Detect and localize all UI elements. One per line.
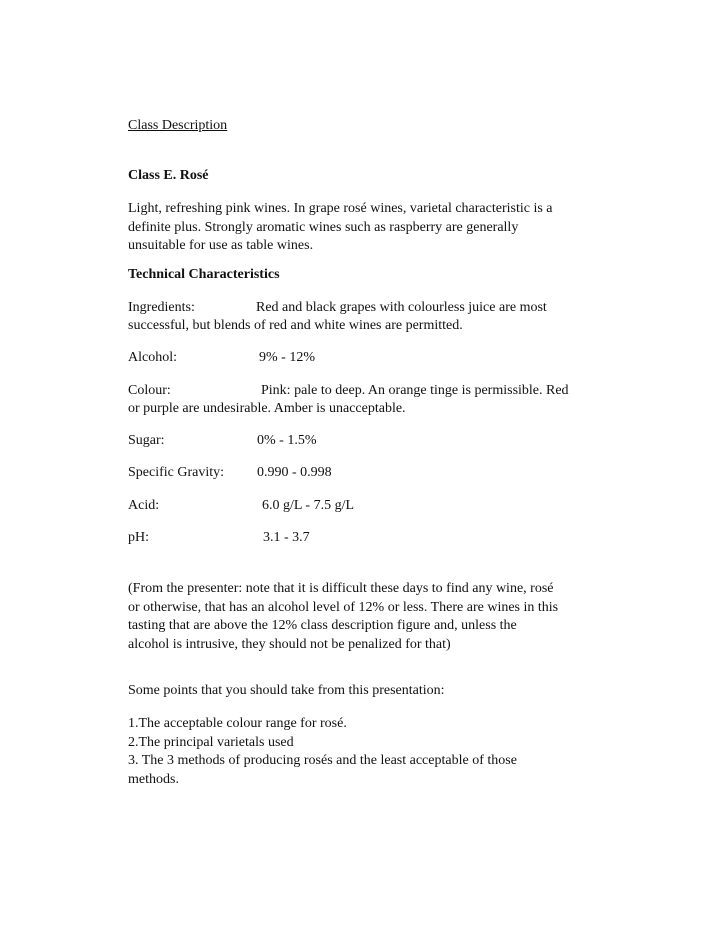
presenter-note (128, 580, 598, 654)
class-title: Class E. Rosé (128, 168, 209, 183)
alcohol-label: Alcohol: (128, 350, 177, 365)
list-item: 2.The principal varietals used (128, 734, 294, 750)
ingredients-value-line2: successful, but blends of red and white wines are permitted. (128, 318, 463, 333)
specific-gravity-label: Specific Gravity: (128, 465, 225, 480)
presenter-note-line: alcohol is intrusive, they should not be penalized for that) (128, 636, 451, 652)
list-item-continuation: methods. (128, 771, 179, 787)
sugar-value: 0% - 1.5% (257, 433, 317, 448)
presenter-note-line: or otherwise, that has an alcohol level of 12% or less. There are wines in this (128, 599, 559, 615)
intro-line: Light, refreshing pink wines. In grape rosé wines, varietal characteristic is a (128, 201, 553, 216)
intro-line: unsuitable for use as table wines. (128, 238, 314, 253)
colour-value-line1: Pink: pale to deep. An orange tinge is permissible. Red (261, 383, 569, 398)
points-list (128, 715, 598, 789)
list-item: 1.The acceptable colour range for rosé. (128, 716, 347, 731)
alcohol-value: 9% - 12% (259, 350, 315, 365)
colour-label: Colour: (128, 383, 171, 398)
acid-value: 6.0 g/L - 7.5 g/L (262, 498, 355, 513)
intro-line: definite plus. Strongly aromatic wines such as raspberry are generally (128, 219, 519, 235)
specific-gravity-value: 0.990 - 0.998 (257, 465, 332, 480)
presenter-note-line: tasting that are above the 12% class description figure and, unless the (128, 618, 517, 633)
ingredients-label: Ingredients: (128, 300, 195, 315)
presenter-note-line: (From the presenter: note that it is difficult these days to find any wine, rosé (128, 581, 554, 596)
document-heading: Class Description (128, 118, 228, 133)
technical-heading: Technical Characteristics (128, 267, 280, 282)
ph-value: 3.1 - 3.7 (263, 530, 310, 545)
points-intro: Some points that you should take from this presentation: (128, 683, 445, 698)
ingredients-value-line1: Red and black grapes with colourless juice are most (256, 300, 547, 315)
list-item: 3. The 3 methods of producing rosés and the least acceptable of those (128, 753, 517, 768)
ph-label: pH: (128, 530, 149, 545)
acid-label: Acid: (128, 498, 160, 513)
colour-value-line2: or purple are undesirable. Amber is unacceptable. (128, 401, 406, 416)
intro-paragraph (128, 200, 598, 256)
sugar-label: Sugar: (128, 433, 165, 448)
